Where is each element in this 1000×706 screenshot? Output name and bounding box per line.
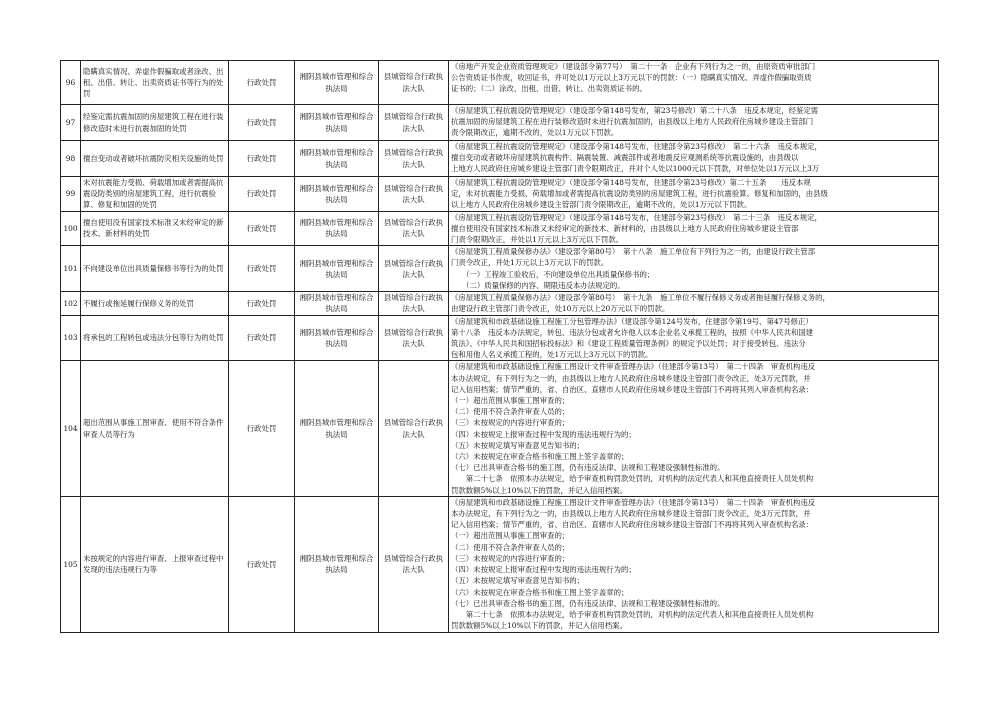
legal-basis-line: （七）已出具审查合格书的施工图，仍有违反法律、法规和工程建设强制性标准的。 xyxy=(451,463,725,473)
legal-basis-line: （六）未按规定在审查合格书和施工图上签字盖章的； xyxy=(451,587,629,597)
legal-basis-line: 本办法规定，有下列行为之一的，由县级以上地方人民政府住房城乡建设主管部门责令改正，处3万元罚款，并 xyxy=(451,373,811,383)
legal-basis-line: 定，未对抗震能力受损、荷载增加或者需提高抗震设防类别的房屋建筑工程，进行抗震验算、修复和加固的，由县级 xyxy=(451,189,828,199)
legal-basis-line: （二）使用不符合条件审查人员的； xyxy=(451,542,570,552)
enforcement-unit: 县城管综合行政执法大队 xyxy=(383,72,444,93)
table-row xyxy=(61,61,939,105)
enforcement-unit: 县城管综合行政执法大队 xyxy=(383,258,444,279)
penalty-type: 行政处罚 xyxy=(246,223,277,233)
legal-basis-line: 《房屋建筑和市政基础设施工程施工图设计文件审查管理办法》（住建部令第13号） 第二十四条 审查机构违反 xyxy=(451,497,816,507)
enforcement-department: 湘阴县城市管理和综合执法局 xyxy=(299,148,374,169)
legal-basis-line: 本办法规定，有下列行为之一的，由县级以上地方人民政府住房城乡建设主管部门责令改正，处3万元罚款，并 xyxy=(451,509,811,519)
legal-basis-line: （四）未按规定上报审查过程中发现的违法违规行为的； xyxy=(451,429,636,439)
penalty-item: 将承包的工程转包或违法分包等行为的处罚 xyxy=(83,333,224,343)
enforcement-department: 湘阴县城市管理和综合执法局 xyxy=(299,72,374,93)
enforcement-department: 湘阴县城市管理和综合执法局 xyxy=(299,112,374,133)
penalty-table xyxy=(60,60,939,633)
penalty-item: 不向建设单位出具质量保修书等行为的处罚 xyxy=(83,264,224,274)
legal-basis-line: 上地方人民政府住房城乡建设主管部门责令限期改正，并对个人处以1000元以下罚款，对单位处以1万元以上3万 xyxy=(451,164,820,174)
penalty-type: 行政处罚 xyxy=(246,298,277,308)
penalty-type: 行政处罚 xyxy=(246,264,277,274)
penalty-type: 行政处罚 xyxy=(246,559,277,569)
penalty-item: 隐瞒真实情况、弄虚作假骗取或者涂改、出租、出借、转让、出卖资质证书等行为的处罚 xyxy=(83,66,224,99)
legal-basis-line: 擅自使用没有国家技术标准又未经审定的新技术、新材料的，由县级以上地方人民政府住房城乡建设主管部 xyxy=(451,223,799,233)
penalty-type: 行政处罚 xyxy=(246,424,277,434)
table-row xyxy=(61,361,939,496)
enforcement-department: 湘阴县城市管理和综合执法局 xyxy=(299,327,374,349)
legal-basis xyxy=(449,211,939,246)
legal-basis-line: 筑法》、《中华人民共和国招标投标法》和《建设工程质量管理条例》的规定予以处罚；对于接受转包、违法分 xyxy=(451,339,806,349)
legal-basis-line: （五）未按规定填写审查意见告知书的； xyxy=(451,440,585,450)
legal-basis-line: 门责令改正，并处1万元以上3万元以下的罚款。 xyxy=(451,258,609,268)
legal-basis-line: 记入信用档案；情节严重的，省、自治区、直辖市人民政府住房城乡建设主管部门不再将其列入审查机构名录： xyxy=(451,520,814,530)
penalty-table-body xyxy=(61,61,939,633)
row-number: 105 xyxy=(63,559,78,569)
enforcement-unit: 县城管综合行政执法大队 xyxy=(383,293,444,314)
legal-basis-line: 由建设行政主管部门责令改正，处10万元以上20万元以下的罚款。 xyxy=(451,304,670,314)
legal-basis-line: （五）未按规定填写审查意见告知书的； xyxy=(451,576,585,586)
legal-basis-line: 《房屋建筑工程抗震设防管理规定》（建设部令第148号发布，住建部令第23号修改）第二十五条 违反本规 xyxy=(451,178,811,187)
legal-basis xyxy=(449,246,939,292)
table-row xyxy=(61,496,939,632)
legal-basis xyxy=(449,141,939,177)
row-number: 98 xyxy=(65,153,76,163)
enforcement-department: 湘阴县城市管理和综合执法局 xyxy=(299,183,374,204)
legal-basis-line: 《房屋建筑和市政基础设施工程施工分包管理办法》（建设部令第124号发布，住建部令第19号、第47号修正） xyxy=(451,316,813,326)
penalty-item: 不履行或拖延履行保修义务的处罚 xyxy=(83,298,194,308)
penalty-item: 擅自变动或者破坏抗震防灾相关设施的处罚 xyxy=(83,153,224,163)
legal-basis-line: （四）未按规定上报审查过程中发现的违法违规行为的； xyxy=(451,565,636,575)
row-number: 99 xyxy=(65,189,76,199)
row-number: 100 xyxy=(63,223,78,233)
enforcement-department: 湘阴县城市管理和综合执法局 xyxy=(299,418,374,439)
legal-basis-line: （二）使用不符合条件审查人员的； xyxy=(451,407,570,417)
enforcement-department: 湘阴县城市管理和综合执法局 xyxy=(299,293,374,314)
enforcement-department: 湘阴县城市管理和综合执法局 xyxy=(299,218,374,239)
row-number: 103 xyxy=(63,333,78,343)
legal-basis xyxy=(449,292,939,315)
legal-basis-line: （一）超出范围从事施工图审查的； xyxy=(451,531,570,541)
table-row xyxy=(61,105,939,141)
enforcement-department: 湘阴县城市管理和综合执法局 xyxy=(299,258,374,279)
enforcement-unit: 县城管综合行政执法大队 xyxy=(383,148,444,169)
legal-basis-line: 罚款数额5%以上10%以下的罚款，并记入信用档案。 xyxy=(451,621,627,631)
legal-basis xyxy=(449,177,939,212)
legal-basis-line: 第二十七条 依照本办法规定，给予审查机构罚款处罚的，对机构的法定代表人和其他直接责任人员处机构 xyxy=(451,474,814,484)
legal-basis xyxy=(449,496,939,632)
legal-basis-line: 《房屋建筑工程抗震设防管理规定》（建设部令第148号发布，第23号修改）第二十八条 违反本规定，经鉴定需 xyxy=(451,106,819,115)
legal-basis-line: 责令限期改正，逾期不改的，处以1万元以下罚款。 xyxy=(451,128,619,138)
legal-basis-line: 抗震加固的房屋建筑工程在进行装修改造时未进行抗震加固的，由县级以上地方人民政府住房城乡建设主管部门 xyxy=(451,117,814,127)
legal-basis xyxy=(449,361,939,496)
row-number: 96 xyxy=(65,77,76,87)
table-row xyxy=(61,246,939,292)
legal-basis-line: （七）已出具审查合格书的施工图，仍有违反法律、法规和工程建设强制性标准的。 xyxy=(451,598,725,608)
legal-basis-line: 《房屋建筑工程抗震设防管理规定》（建设部令第148号发布，住建部令第23号修改） 第二十三条 违反本规定， xyxy=(451,212,822,222)
enforcement-unit: 县城管综合行政执法大队 xyxy=(383,112,444,133)
table-row xyxy=(61,292,939,315)
legal-basis-line: 记入信用档案；情节严重的，省、自治区、直辖市人民政府住房城乡建设主管部门不再将其列入审查机构名录： xyxy=(451,384,814,394)
table-row xyxy=(61,211,939,246)
legal-basis-line: 《房屋建筑工程质量保修办法》（建设部令第80号） 第十八条 施工单位有下列行为之一的，由建设行政主管部 xyxy=(451,247,816,257)
enforcement-unit: 县城管综合行政执法大队 xyxy=(383,418,444,439)
legal-basis-line: （三）未按规定的内容进行审查的； xyxy=(451,418,570,428)
penalty-item: 超出范围从事施工图审查、使用不符合条件审查人员等行为 xyxy=(83,418,224,439)
legal-basis xyxy=(449,105,939,141)
row-number: 102 xyxy=(63,298,78,308)
legal-basis xyxy=(449,315,939,361)
penalty-type: 行政处罚 xyxy=(246,153,277,163)
legal-basis-line: 《房屋建筑工程抗震设防管理规定》（建设部令第148号发布，住建部令第23号修改） 第二十六条 违反本规定， xyxy=(451,142,822,151)
penalty-item: 未按规定的内容进行审查、上报审查过程中发现的违法违规行为等 xyxy=(83,554,224,575)
legal-basis-line: 罚款数额5%以上10%以下的罚款，并记入信用档案。 xyxy=(451,485,627,495)
legal-basis-line: （二）质量保修的内容、期限违反本办法规定的。 xyxy=(451,280,625,290)
enforcement-unit: 县城管综合行政执法大队 xyxy=(383,554,444,575)
table-row xyxy=(61,177,939,212)
penalty-table-sheet xyxy=(60,60,938,633)
enforcement-unit: 县城管综合行政执法大队 xyxy=(383,218,444,239)
legal-basis-line: 擅自变动或者破坏房屋建筑抗震构件、隔震装置、减震部件或者地震反应观测系统等抗震设施的，由县级以 xyxy=(451,153,799,163)
legal-basis-line: （一）工程竣工验收后，不向建设单位出具质量保修书的； xyxy=(451,269,655,279)
table-row xyxy=(61,141,939,177)
row-number: 101 xyxy=(63,264,78,274)
legal-basis-line: 《房屋建筑工程质量保修办法》（建设部令第80号） 第十九条 施工单位不履行保修义务或者拖延履行保修义务的， xyxy=(451,293,830,303)
row-number: 97 xyxy=(65,117,76,127)
legal-basis-line: 第十八条 违反本办法规定，转包、违法分包或者允许他人以本企业名义承揽工程的，按照《中华人民共和国建 xyxy=(451,327,814,337)
enforcement-unit: 县城管综合行政执法大队 xyxy=(383,183,444,204)
penalty-type: 行政处罚 xyxy=(246,333,277,343)
penalty-item: 未对抗震能力受损、荷载增加或者需提高抗震设防类别的房屋建筑工程，进行抗震验算、修复和加固的处罚 xyxy=(83,178,224,210)
legal-basis-line: 门责令限期改正，并处以1万元以上3万元以下罚款。 xyxy=(451,235,624,245)
legal-basis-line: 证书的；（二）涂改、出租、出借、转让、出卖资质证书的。 xyxy=(451,84,647,94)
enforcement-unit: 县城管综合行政执法大队 xyxy=(383,327,444,349)
penalty-type: 行政处罚 xyxy=(246,77,277,87)
legal-basis xyxy=(449,61,939,105)
penalty-item: 经鉴定需抗震加固的房屋建筑工程在进行装修改造时未进行抗震加固的处罚 xyxy=(83,112,224,133)
legal-basis-line: （三）未按规定的内容进行审查的； xyxy=(451,553,570,563)
legal-basis-line: 第二十七条 依照本办法规定，给予审查机构罚款处罚的，对机构的法定代表人和其他直接责任人员处机构 xyxy=(451,609,814,619)
legal-basis-line: 公告资质证书作废，收回证书，并可处以1万元以上3万元以下的罚款：（一）隐瞒真实情况、弄虚作假骗取资质 xyxy=(451,73,812,83)
legal-basis-line: （六）未按规定在审查合格书和施工图上签字盖章的； xyxy=(451,452,629,462)
row-number: 104 xyxy=(63,424,78,434)
legal-basis-line: 《房屋建筑和市政基础设施工程施工图设计文件审查管理办法》（住建部令第13号） 第二十四条 审查机构违反 xyxy=(451,362,816,372)
enforcement-department: 湘阴县城市管理和综合执法局 xyxy=(299,554,374,575)
legal-basis-line: 以上地方人民政府住房城乡建设主管部门责令限期改正，逾期不改的，处以1万元以下罚款。 xyxy=(451,200,752,210)
penalty-item: 擅自使用没有国家技术标准又未经审定的新技术、新材料的处罚 xyxy=(83,218,224,239)
penalty-type: 行政处罚 xyxy=(246,189,277,199)
legal-basis-line: （一）超出范围从事施工图审查的； xyxy=(451,396,570,406)
table-row xyxy=(61,315,939,361)
legal-basis-line: 包和用他人名义承揽工程的，处1万元以上3万元以下的罚款。 xyxy=(451,350,653,360)
legal-basis-line: 《房地产开发企业资质管理规定》（建设部令第77号） 第二十一条 企业有下列行为之一的，由原资质审批部门 xyxy=(451,62,816,71)
penalty-type: 行政处罚 xyxy=(246,117,277,127)
